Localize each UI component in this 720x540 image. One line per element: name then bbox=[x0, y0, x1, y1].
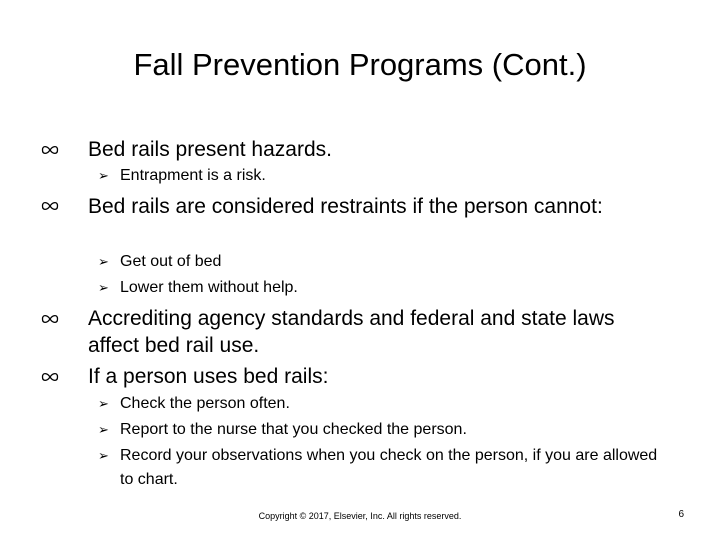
arrowhead-bullet-icon: ➢ bbox=[98, 280, 109, 295]
sub-bullet-text: Get out of bed bbox=[120, 253, 222, 270]
sub-bullet-text: Report to the nurse that you checked the person. bbox=[120, 421, 467, 438]
sub-bullet-text: Check the person often. bbox=[120, 395, 290, 412]
arrowhead-bullet-icon: ➢ bbox=[98, 396, 109, 411]
sub-bullet-text: Lower them without help. bbox=[120, 279, 298, 296]
arrowhead-bullet-icon: ➢ bbox=[98, 448, 109, 463]
infinity-bullet-icon bbox=[40, 196, 60, 216]
arrowhead-bullet-icon: ➢ bbox=[98, 168, 109, 183]
page-number: 6 bbox=[678, 509, 684, 520]
bullet-text: Bed rails present hazards. bbox=[88, 138, 332, 161]
sub-bullet-text: Record your observations when you check on the person, if you are allowed to chart. bbox=[120, 447, 658, 488]
slide-title: Fall Prevention Programs (Cont.) bbox=[133, 47, 587, 82]
arrowhead-bullet-icon: ➢ bbox=[98, 422, 109, 437]
infinity-bullet-icon bbox=[40, 309, 60, 329]
infinity-bullet-icon bbox=[40, 367, 60, 387]
arrowhead-bullet-icon: ➢ bbox=[98, 254, 109, 269]
infinity-bullet-icon bbox=[40, 140, 60, 160]
copyright-footer: Copyright © 2017, Elsevier, Inc. All rights reserved. bbox=[258, 511, 462, 521]
bullet-text: Accrediting agency standards and federal and state laws affect bed rail use. bbox=[88, 307, 615, 357]
bullet-text: Bed rails are considered restraints if the person cannot: bbox=[88, 195, 603, 218]
sub-bullet-text: Entrapment is a risk. bbox=[120, 167, 266, 184]
bullet-text: If a person uses bed rails: bbox=[88, 365, 329, 388]
